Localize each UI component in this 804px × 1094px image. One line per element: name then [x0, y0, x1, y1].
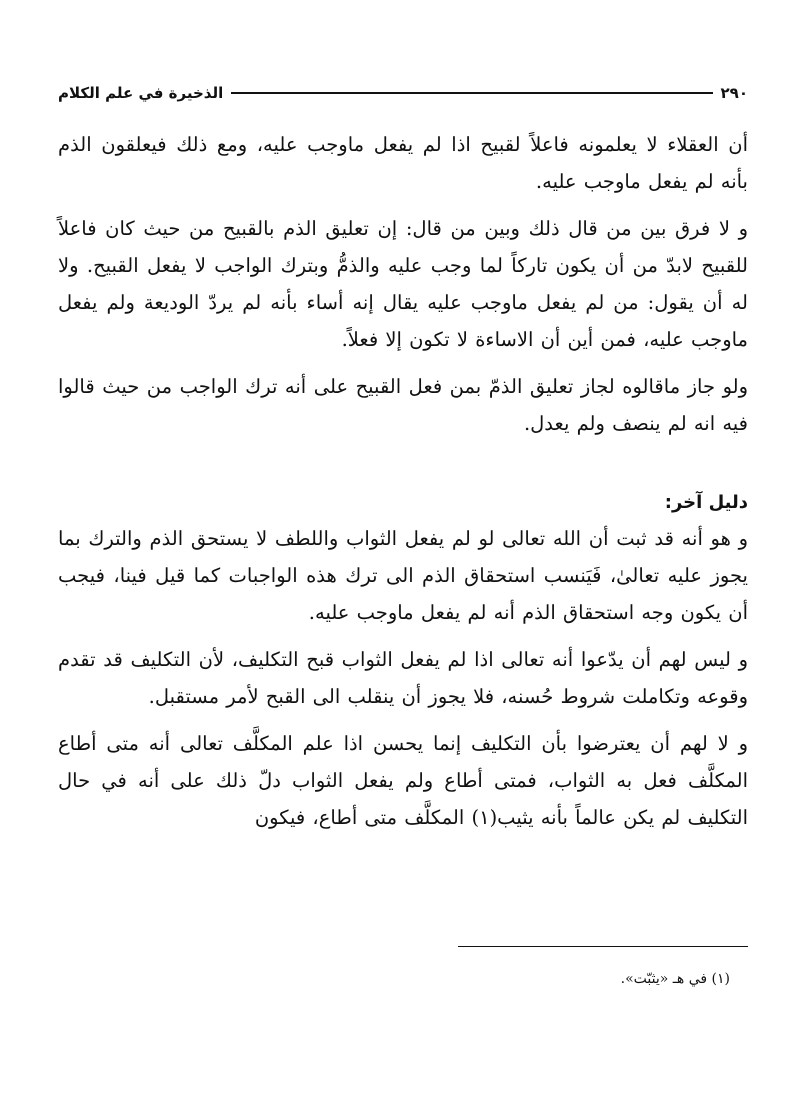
paragraph: و لا فرق بين من قال ذلك وبين من قال: إن تعليق الذم بالقبيح من حيث كان فاعلاً للقبيح لابدّ من أن يكون تاركاً لما وجب عليه والذمُّ وبترك الواجب لا يفعل القبيح. ولا له أن يقول: من لم يفعل ماوجب عليه يقال إنه أساء بأنه لم يردّ الوديعة ولم يفعل ماوجب عليه، فمن أين أن الاساءة لا تكون إلا فعلاً.: [58, 217, 748, 351]
book-title: الذخيرة في علم الكلام: [58, 84, 224, 102]
running-header: [58, 78, 748, 108]
paragraph: و ليس لهم أن يدّعوا أنه تعالى اذا لم يفعل الثواب قبح التكليف، لأن التكليف قد تقدم وقوعه وتكاملت شروط حُسنه، فلا يجوز أن ينقلب الى القبح لأمر مستقبل.: [58, 648, 748, 708]
body-text: [58, 126, 748, 836]
paragraph: ولو جاز ماقالوه لجاز تعليق الذمّ بمن فعل القبيح على أنه ترك الواجب من حيث قالوا فيه انه لم ينصف ولم يعدل.: [58, 375, 748, 435]
book-page: [58, 78, 748, 1058]
section-heading: دليل آخر:: [664, 492, 748, 513]
footnote-rule: [458, 946, 748, 947]
footnote: (١) في هـ «يثبّت».: [620, 971, 730, 987]
header-rule: [231, 92, 712, 94]
paragraph: و لا لهم أن يعترضوا بأن التكليف إنما يحسن اذا علم المكلَّف تعالى أنه متى أطاع المكلَّف فعل به الثواب، فمتى أطاع ولم يفعل الثواب دلّ ذلك على أنه في حال التكليف لم يكن عالماً بأنه يثيب(١) المكلَّف متى أطاع، فيكون: [58, 732, 748, 829]
paragraph: و هو أنه قد ثبت أن الله تعالى لو لم يفعل الثواب واللطف لا يستحق الذم والترك بما يجوز عليه تعالىٰ، فَيَنسب استحقاق الذم الى ترك هذه الواجبات كما قيل فينا، فيجب أن يكون وجه استحقاق الذم أنه لم يفعل ماوجب عليه.: [58, 527, 749, 624]
page-number: ٢٩٠: [720, 84, 748, 102]
paragraph: أن العقلاء لا يعلمونه فاعلاً لقبيح اذا لم يفعل ماوجب عليه، ومع ذلك فيعلقون الذم بأنه لم يفعل ماوجب عليه.: [58, 133, 748, 193]
